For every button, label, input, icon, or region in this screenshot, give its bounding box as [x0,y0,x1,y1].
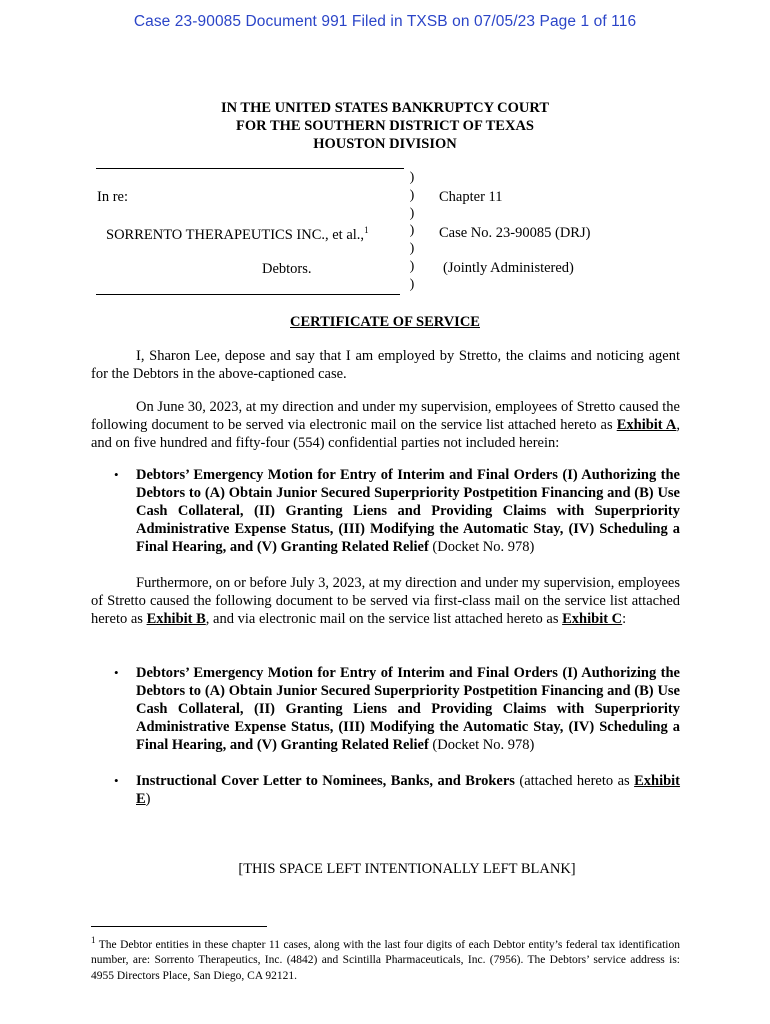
court-division: HOUSTON DIVISION [313,136,457,152]
caption-bottom-rule [96,294,400,295]
caption-parentheses [406,169,418,294]
paragraph-service-june [91,398,680,452]
bullet-motion-1 [136,466,680,556]
exhibit-c-reference: Exhibit C [562,611,623,627]
paragraph-declarant-text: I, Sharon Lee, depose and say that I am employed by Stretto, the claims and noticing agent for the Debtors in the above-captioned case. [91,348,680,382]
paren: ) [409,187,415,203]
footnote-mark: 1 [91,935,96,945]
exhibit-e-reference: Exhibit E [136,773,681,807]
court-name-line-1: IN THE UNITED STATES BANKRUPTCY COURT [220,100,550,116]
para2-text-before: On June 30, 2023, at my direction and under my supervision, employees of Stretto caused the following document to be served via electronic mail on the service list attached hereto as [91,399,680,433]
caption-in-re: In re: [97,189,128,205]
cover-letter-title: Instructional Cover Letter to Nominees, Banks, and Brokers [136,773,515,789]
bullet-icon: • [114,665,119,680]
bullet-icon: • [114,773,119,788]
bullet-cover-letter [136,772,680,808]
paren: ) [409,223,415,239]
paren: ) [409,241,415,257]
caption-debtors-label: Debtors. [262,261,312,277]
caption-case-number: Case No. 23-90085 (DRJ) [439,225,591,241]
footnote-reference: 1 [364,225,369,235]
para2-text-after: , and on five hundred and fifty-four (554) confidential parties not included herein: [91,417,681,451]
intentionally-blank-notice: [THIS SPACE LEFT INTENTIONALLY LEFT BLANK] [238,861,576,877]
paragraph-declarant [91,347,680,383]
bullet-motion-2 [136,664,680,754]
paragraph-service-july [91,574,680,628]
footnote [91,933,680,984]
case-header-stamp: Case 23-90085 Document 991 Filed in TXSB on 07/05/23 Page 1 of 116 [133,13,637,30]
paren: ) [409,258,415,274]
document-title: CERTIFICATE OF SERVICE [290,314,480,330]
court-name-line-2: FOR THE SOUTHERN DISTRICT OF TEXAS [235,118,534,134]
exhibit-b-reference: Exhibit B [146,611,206,627]
paren: ) [409,170,415,185]
bullet-icon: • [114,467,119,482]
cover-letter-middle: (attached hereto as [514,773,635,789]
para3-text-before: Furthermore, on or before July 3, 2023, at my direction and under my supervision, employees of Stretto caused the following document to be served via first-class mail on the service list attached hereto as [91,575,680,627]
caption-chapter: Chapter 11 [439,189,503,205]
paren: ) [409,205,415,221]
exhibit-a-reference: Exhibit A [616,417,677,433]
caption-debtor-name [106,225,369,244]
motion-docket: (Docket No. 978) [428,539,535,555]
caption-jointly-administered: (Jointly Administered) [443,260,574,276]
paren: ) [409,276,415,292]
caption-top-rule [96,168,404,169]
motion-docket: (Docket No. 978) [428,737,535,753]
motion-title: Debtors’ Emergency Motion for Entry of Interim and Final Orders (I) Authorizing the Debtors to (A) Obtain Junior Secured Superpriority Postpetition Financing and (B) Use Cash Collateral, (II) Granting Liens and Providing Claims with Superpriority Administrative Expense Status, (III) Modifying the Automatic Stay, (IV) Scheduling a Final Hearing, and (V) Granting Related Relief [136,467,680,555]
footnote-text: The Debtor entities in these chapter 11 cases, along with the last four digits of each Debtor entity’s federal tax identification number, are: Sorrento Therapeutics, Inc. (4842) and Scintilla Pharmaceuticals, Inc. (7956). The Debtors’ service address is: 4955 Directors Place, San Diego, CA 92121. [91,938,680,982]
motion-title: Debtors’ Emergency Motion for Entry of Interim and Final Orders (I) Authorizing the Debtors to (A) Obtain Junior Secured Superpriority Postpetition Financing and (B) Use Cash Collateral, (II) Granting Liens and Providing Claims with Superpriority Administrative Expense Status, (III) Modifying the Automatic Stay, (IV) Scheduling a Final Hearing, and (V) Granting Related Relief [136,665,680,753]
cover-letter-after: ) [145,791,151,807]
footnote-separator [91,926,267,927]
debtor-name-text: SORRENTO THERAPEUTICS INC., et al., [106,226,365,243]
para3-text-middle: , and via electronic mail on the service list attached hereto as [205,611,563,627]
para3-text-after: : [622,611,627,627]
